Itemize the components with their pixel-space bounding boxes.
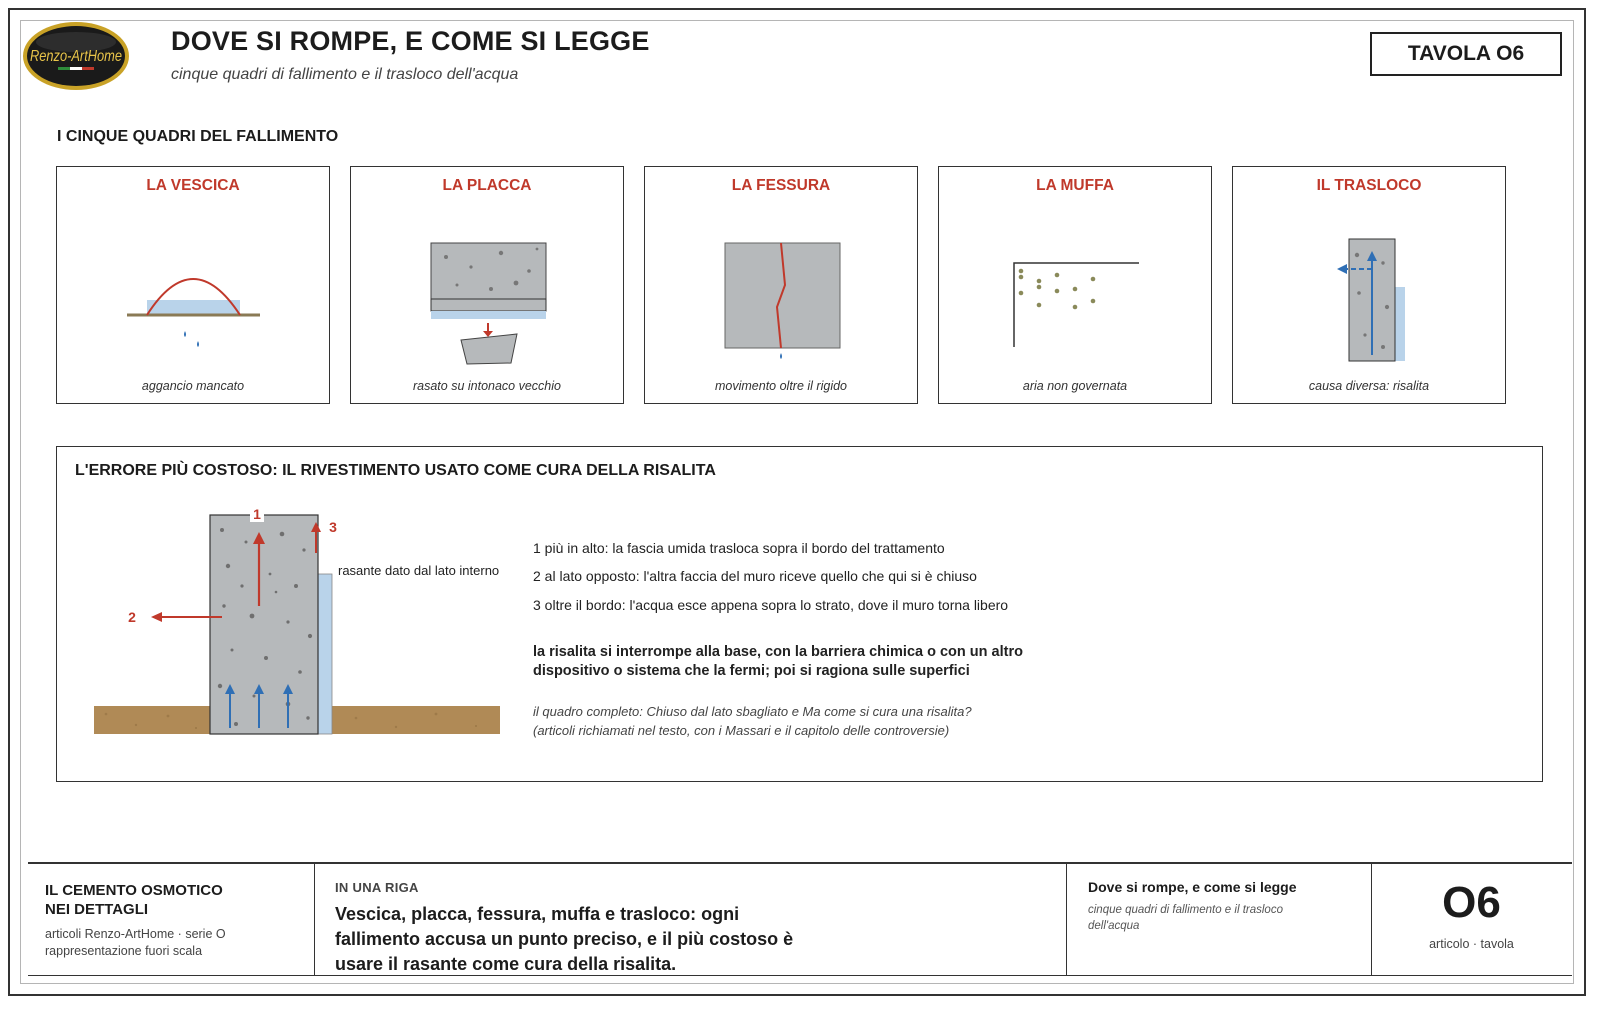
wall-diagram — [56, 446, 576, 782]
panel-title: LA MUFFA — [1036, 177, 1114, 194]
series-title-line-1: IL CEMENTO OSMOTICO — [45, 882, 223, 899]
series-title-line-2: NEI DETTAGLI — [45, 901, 149, 918]
soil-right — [332, 706, 500, 734]
one-line-summary: Vescica, placca, fessura, muffa e trasloco: ogni fallimento accusa un punto preciso, e il più costoso è usare il rasante come cura della risalita. — [335, 904, 794, 974]
doc-title: Dove si rompe, e come si legge — [1088, 879, 1297, 895]
logo — [20, 20, 132, 92]
marker-3: 3 — [329, 519, 337, 535]
key-note: la risalita si interrompe alla base, con la barriera chimica o con un altro dispositivo o sistema che la fermi; poi si ragiona sulle superfici — [533, 644, 1023, 679]
doc-subtitle: cinque quadri di fallimento e il trasloco dell'acqua — [1088, 904, 1283, 932]
wall — [210, 515, 318, 734]
panel-muffa — [938, 166, 1212, 404]
marker-2: 2 — [128, 609, 136, 625]
panel-caption: aria non governata — [1022, 379, 1128, 393]
marker-1: 1 — [253, 506, 261, 522]
panel-vescica — [56, 166, 330, 404]
plate-badge: TAVOLA O6 — [1370, 32, 1562, 76]
panel-title: IL TRASLOCO — [1316, 177, 1422, 194]
panel-caption: movimento oltre il rigido — [715, 379, 847, 393]
panel-trasloco — [1232, 166, 1506, 404]
mold-illustration — [1014, 263, 1139, 347]
coating-label: rasante dato dal lato interno — [338, 563, 500, 578]
reference-line-1: il quadro completo: Chiuso dal lato sbagliato e Ma come si cura una risalita? — [533, 704, 972, 719]
panel-caption: causa diversa: risalita — [1308, 379, 1430, 393]
footer-divider — [1066, 862, 1067, 976]
panel-title: LA VESCICA — [146, 177, 240, 194]
panel-title: LA PLACCA — [442, 177, 532, 194]
page-title: DOVE SI ROMPE, E COME SI LEGGE — [171, 26, 650, 56]
interior-coating — [318, 574, 332, 734]
panel-caption: aggancio mancato — [141, 379, 245, 393]
soil-left — [94, 706, 210, 734]
blister-illustration — [127, 279, 260, 347]
plate-code-label: articolo · tavola — [1429, 937, 1514, 951]
reference-line-2: (articoli richiamati nel testo, con i Massari e il capitolo delle controversie) — [533, 723, 950, 738]
panel-title: LA FESSURA — [731, 177, 831, 194]
crack-illustration — [725, 243, 840, 359]
series-subtitle-line-1: articoli Renzo-ArtHome · serie O — [45, 927, 226, 941]
migration-illustration — [1337, 239, 1405, 361]
logo-text: Renzo-ArtHome — [30, 48, 123, 65]
one-line-label: IN UNA RIGA — [335, 880, 419, 895]
point-2: 2 al lato opposto: l'altra faccia del muro riceve quello che qui si è chiuso — [533, 568, 977, 584]
failures-section-title: I CINQUE QUADRI DEL FALLIMENTO — [57, 128, 339, 145]
panel-fessura — [644, 166, 918, 404]
page-subtitle: cinque quadri di fallimento e il trasloco dell'acqua — [171, 66, 519, 83]
panel-placca — [350, 166, 624, 404]
series-subtitle-line-2: rappresentazione fuori scala — [45, 944, 203, 958]
panel-caption: rasato su intonaco vecchio — [412, 379, 561, 393]
plate-code: O6 — [1442, 878, 1501, 927]
point-1: 1 più in alto: la fascia umida trasloca sopra il bordo del trattamento — [533, 540, 945, 556]
point-3: 3 oltre il bordo: l'acqua esce appena sopra lo strato, dove il muro torna libero — [533, 597, 1009, 613]
plate-illustration — [431, 243, 546, 364]
footer-divider — [314, 862, 315, 976]
costly-error-title: L'ERRORE PIÙ COSTOSO: IL RIVESTIMENTO USATO COME CURA DELLA RISALITA — [75, 462, 716, 479]
